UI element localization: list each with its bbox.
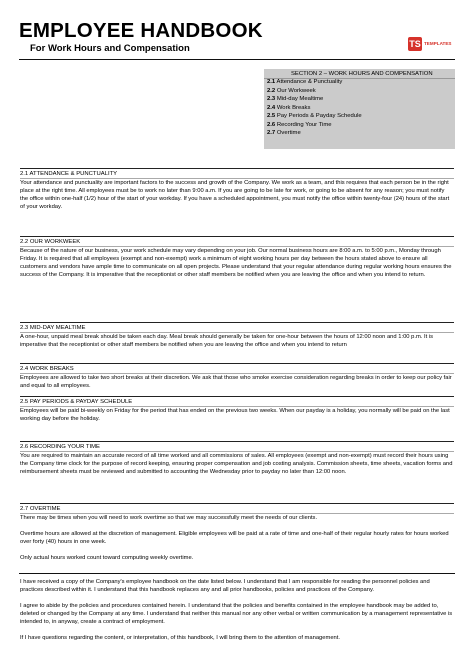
toc-item-number: 2.3 bbox=[267, 96, 276, 103]
page-subtitle: For Work Hours and Compensation bbox=[30, 43, 190, 54]
toc-item-number: 2.1 bbox=[267, 79, 276, 86]
section-workweek bbox=[20, 236, 454, 279]
section-paragraph: A one-hour, unpaid meal break should be taken each day. Meal break should generally be taken for one-hour between the hours of 12:00 noon and 1:00 p.m. It is imperative that the receptionist or other staff members be notified when you are leaving the office and when you intend to return bbox=[20, 334, 434, 349]
toc-item-label: Our Workweek bbox=[276, 87, 316, 94]
page-title: EMPLOYEE HANDBOOK bbox=[19, 19, 263, 42]
header-divider bbox=[19, 59, 455, 60]
section-paragraph: Your attendance and punctuality are important factors to the success and growth of the Company. We work as a team, and this requires that each person be in the right place at the right time. All employees must be to work no later than 9:00 a.m. If you are going to be late for work, or going to be absent for any reason; you must notify the office within one-half (1/2) hour of the start of your workday. If you have a scheduled appointment, you must notify the office within twenty-four (24) hours of the start of your workday. bbox=[20, 180, 450, 211]
table-of-contents bbox=[264, 69, 455, 149]
section-paragraph: You are required to maintain an accurate record of all time worked and all commissions of sales. All employees (exempt and non-exempt) must record their hours using the Company time clock for the purpose of record keeping, ensuring proper compensation and job costing analysis. Commission sheets, time sheets, vacation forms and reimbursement sheets must be reviewed and submitted to accounting the Wednesday prior to payday no later than 12:00 noon. bbox=[20, 453, 453, 476]
acknowledgement-paragraph: If I have questions regarding the content, or interpretation, of this handbook, I will bring them to the attention of management. bbox=[20, 635, 340, 642]
section-paragraph: Because of the nature of our business, your work schedule may vary depending on your job. Our normal business hours are 8:00 a.m. to 5:00 p.m., Monday through Friday. It is required that all employees (exempt and non-exempt) work a minimum of eight working hours per day between the hours stated above to ensure all customers and vendors have ample time to communicate on all open projects. Please understand that your regular attendance during regular working hours ensures the success of the Company. It is imperative that the receptionist or other staff members be notified when you are leaving the office and when you intend to return. bbox=[20, 248, 452, 279]
toc-item-label: Recording Your Time bbox=[276, 121, 332, 128]
section-title: 2.2 OUR WORKWEEK bbox=[20, 236, 454, 247]
toc-item-label: Attendance & Punctuality bbox=[276, 79, 343, 86]
acknowledgement-paragraph: I agree to abide by the policies and procedures contained herein. I understand that the policies and benefits contained in the employee handbook may be added to, deleted or changed by the Company at any time. I understand that neither this manual nor any other verbal or written communication by a management representative is intended to, in anyway, create a contract of employment. bbox=[20, 603, 453, 626]
toc-item bbox=[264, 121, 455, 130]
section-paragraph: Overtime hours are allowed at the discretion of management. Eligible employees will be paid at a rate of time and one-half of their regular hourly rates for hours worked over forty (40) hours in one week. bbox=[20, 531, 449, 546]
toc-divider bbox=[264, 78, 455, 79]
logo-mark: TS bbox=[409, 39, 421, 49]
section-recording-time bbox=[20, 441, 454, 476]
section-mealtime bbox=[20, 322, 454, 349]
section-title: 2.5 PAY PERIODS & PAYDAY SCHEDULE bbox=[20, 396, 454, 407]
toc-item-label: Mid-day Mealtime bbox=[276, 96, 324, 103]
logo-text: TEMPLATES bbox=[424, 41, 452, 46]
acknowledgement-paragraph: I have received a copy of the Company's employee handbook on the date listed below. I understand that I am responsible for reading the personnel policies and practices described within it. I understand that this handbook replaces any and all prior handbooks, policies and practices of the Company. bbox=[20, 579, 430, 594]
toc-item-label: Overtime bbox=[276, 130, 301, 137]
toc-item-number: 2.5 bbox=[267, 113, 276, 120]
acknowledgement-divider bbox=[19, 573, 455, 574]
section-title: 2.6 RECORDING YOUR TIME bbox=[20, 441, 454, 452]
section-paragraph: Employees will be paid bi-weekly on Friday for the period that has ended on the previous two weeks. When our payday is a holiday, you normally will be paid on the last working day before the holiday. bbox=[20, 408, 450, 423]
toc-item-label: Work Breaks bbox=[276, 104, 311, 111]
section-pay-periods bbox=[20, 396, 454, 423]
section-paragraph: Employees are allowed to take two short breaks at their discretion. We ask that those who smoke exercise consideration regarding breaks in order to keep our policy fair and equal to all employees. bbox=[20, 375, 452, 390]
toc-item-number: 2.6 bbox=[267, 121, 276, 128]
toc-item-number: 2.2 bbox=[267, 87, 276, 94]
toc-heading: SECTION 2 – WORK HOURS AND COMPENSATION bbox=[291, 71, 433, 77]
toc-item-number: 2.7 bbox=[267, 130, 276, 137]
toc-item bbox=[264, 112, 455, 121]
toc-item bbox=[264, 104, 455, 113]
acknowledgement bbox=[20, 578, 454, 643]
section-paragraph: There may be times when you will need to work overtime so that we may successfully meet the needs of our clients. bbox=[20, 515, 318, 521]
section-title: 2.4 WORK BREAKS bbox=[20, 363, 454, 374]
section-title: 2.7 OVERTIME bbox=[20, 503, 454, 514]
toc-item bbox=[264, 78, 455, 87]
section-title: 2.3 MID-DAY MEALTIME bbox=[20, 322, 454, 333]
toc-item-number: 2.4 bbox=[267, 104, 276, 111]
toc-item bbox=[264, 129, 455, 138]
section-work-breaks bbox=[20, 363, 454, 390]
toc-item-label: Pay Periods & Payday Schedule bbox=[276, 113, 362, 120]
templates-logo bbox=[408, 37, 452, 51]
section-overtime bbox=[20, 503, 454, 562]
section-attendance bbox=[20, 168, 454, 211]
section-title: 2.1 ATTENDANCE & PUNCTUALITY bbox=[20, 168, 454, 179]
section-paragraph: Only actual hours worked count toward computing weekly overtime. bbox=[20, 555, 194, 562]
toc-item bbox=[264, 87, 455, 96]
toc-item bbox=[264, 95, 455, 104]
